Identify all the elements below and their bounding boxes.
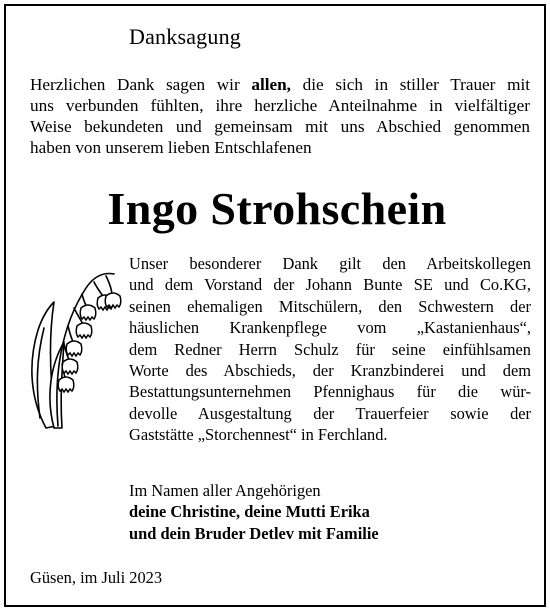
thanks-line: häuslichen Krankenpflege vom „Kastanienhaus“, [129,318,531,338]
intro-line-3: Weise bekundeten und gemeinsam mit uns Abschied genommen [30,117,530,136]
intro-line-1-end: die sich in stiller Trauer mit [302,75,530,94]
thanks-line: seinen ehemaligen Mitschülern, den Schwestern der [129,296,531,316]
thanks-line: devolle Ausgestaltung der Trauerfeier sowie der [129,403,531,423]
obituary-notice [4,4,546,607]
intro-line-4: haben von unserem lieben Entschlafenen [30,138,312,157]
signatory-line: und dein Bruder Detlev mit Familie [129,523,379,543]
deceased-name: Ingo Strohschein [107,183,447,234]
thanks-line: Unser besonderer Dank gilt den Arbeitskollegen [129,254,531,273]
notice-heading: Danksagung [129,24,241,49]
lily-of-the-valley-icon [24,268,124,430]
intro-line-1-start: Herzlichen Dank sagen wir [30,75,240,94]
thanks-paragraph [129,253,531,446]
closing-signature [129,480,379,544]
intro-emphasis: allen, [251,75,291,94]
intro-paragraph [30,74,530,158]
thanks-line: und dem Vorstand der Johann Bunte SE und Co.KG, [129,275,531,295]
intro-line-1 [30,74,530,95]
closing-line: Im Namen aller Angehörigen [129,481,321,500]
thanks-line: Worte des Abschieds, der Kranzbinderei und dem [129,361,531,381]
thanks-line: dem Redner Herrn Schulz für seine einfühlsamen [129,339,531,359]
thanks-line: Bestattungsunternehmen Pfennighaus für die wür- [129,382,531,402]
intro-line-2: uns verbunden fühlten, ihre herzliche Anteilnahme in vielfältiger [30,96,530,115]
place-date: Güsen, im Juli 2023 [30,568,163,587]
thanks-line: Gaststätte „Storchennest“ in Ferchland. [129,425,388,445]
signatory-line: deine Christine, deine Mutti Erika [129,502,370,522]
